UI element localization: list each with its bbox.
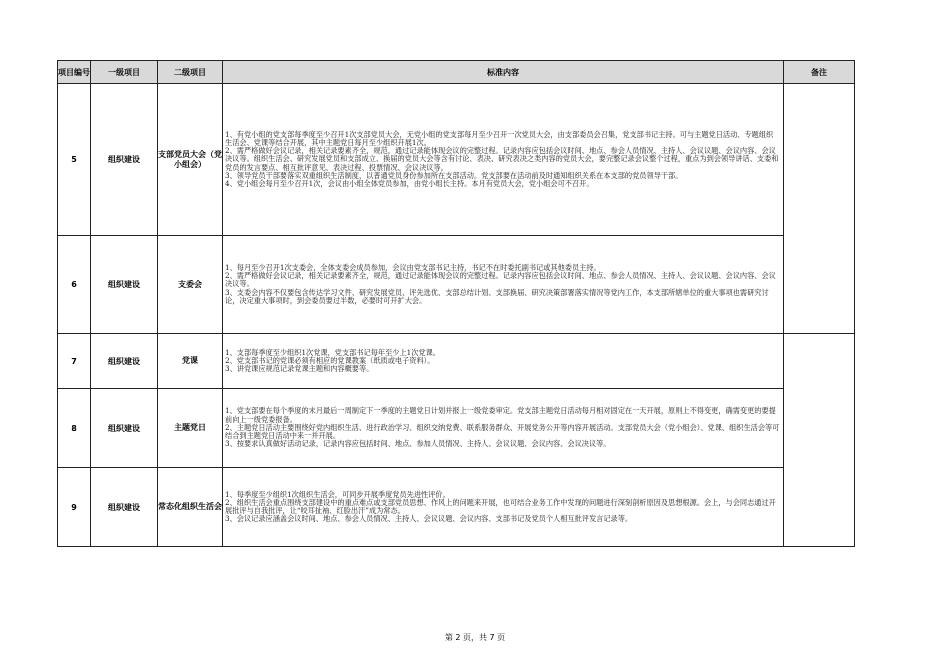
content-line: 3、讲党课应规范记录党课主题和内容概要等。 [225,364,374,374]
content-line: 2、党支部书记的党课必须有相应的党课教案（纸质或电子资料）。 [225,355,435,365]
item-number: 9 [58,468,91,547]
content-line: 1、党支部要在每个季度的末月最后一周制定下一季度的主题党日计划并报上一级党委审定。党支部主题党日活动每月相对固定在一天开展，原则上不得变更，确需变更的要提前向上一级党委报备。 [225,406,776,424]
item-number: 6 [58,236,91,334]
level1-item: 组织建设 [91,334,158,389]
content-line: 3、领导党员干部要落实双重组织生活制度，以普通党员身份参加所在支部活动。党支部要在活动前及时通知组织关系在本支部的党员领导干部。 [225,170,683,180]
level2-item: 支委会 [158,236,223,334]
table-row [58,468,855,547]
content-line: 1、每月至少召开1次支委会，全体支委会成员参加，会议由党支部书记主持，书记不在时委托副书记或其他委员主持。 [225,262,601,272]
header-content: 标准内容 [223,61,784,84]
header-level2: 二级项目 [158,61,223,84]
standard-content [223,468,784,547]
header-remark: 备注 [784,61,855,84]
standard-content [223,84,784,236]
content-line: 2、需严格做好会议记录，相关记录要素齐全，规范，通过记录能体现会议的完整过程。记录内容应包括会议时间、地点、参会人员情况、主持人、会议议题、会议内容、会议决议等。组织生活会、研究发展党员和支部成立、换届的党员大会等含有讨论、表决、研究表决之类内容的党员大会，要完整记录会议整个过程，重点为到会领导讲话、支委和党员的发言要点、相互批评意见、表决过程、投票情况、会议决议等。 [225,146,779,172]
level1-item: 组织建设 [91,468,158,547]
level2-item: 支部党员大会（党小组会） [158,84,223,236]
level2-item: 常态化组织生活会 [158,468,223,547]
table-row [58,334,855,389]
content-line: 1、有党小组的党支部每季度至少召开1次支部党员大会，无党小组的党支部每月至少召开一次党员大会，由支部委员会召集，党支部书记主持。可与主题党日活动、专题组织生活会、党课等结合开展，其中主题党日每月至少组织开展1次。 [225,129,774,147]
content-line: 3、会议记录应涵盖会议时间、地点、参会人员情况、主持人、会议议题、会议内容、支部书记及党员个人相互批评发言记录等。 [225,514,633,524]
header-no: 项目编号 [58,61,91,84]
remark-cell [784,334,855,547]
content-line: 4、党小组会每月至少召开1次，会议由小组全体党员参加，由党小组长主持。本月有党员大会，党小组会可不召开。 [225,179,594,188]
content-line: 1、每季度至少组织1次组织生活会，可同步开展季度党员先进性评价。 [225,489,450,499]
standards-table [57,60,855,547]
table-row [58,389,855,468]
standard-content [223,334,784,389]
content-line: 2、组织生活会重点围绕支部建设中的重点难点或支部党员思想、作风上的问题来开展，也可结合业务工作中发现的问题进行深刻剖析原因及思想根源。会上，与会同志通过开展批评与自我批评，让“咬耳扯袖、红脸出汗”成为常态。 [225,497,776,515]
item-number: 8 [58,389,91,468]
level1-item: 组织建设 [91,236,158,334]
level2-item: 党课 [158,334,223,389]
standard-content [223,389,784,468]
content-line: 3、支委会内容不仅要包含传达学习文件、研究发展党员、评先选优、支部总结计划、支部换届、研究决策部署落实情况等党内工作，本支部所辖单位的重大事项也需研究讨论，决定重大事项时，到会委员要过半数，必要时可开扩大会。 [225,287,769,305]
content-line: 2、需严格做好会议记录，相关记录要素齐全，规范，通过记录能体现会议的完整过程。记录内容应包括会议时间、地点、参会人员情况、主持人、会议议题、会议内容、会议决议等。 [225,271,776,289]
header-level1: 一级项目 [91,61,158,84]
page-footer: 第 2 页，共 7 页 [444,633,506,642]
header-row [58,61,855,84]
table-row [58,236,855,334]
level2-item: 主题党日 [158,389,223,468]
level1-item: 组织建设 [91,389,158,468]
item-number: 5 [58,84,91,236]
standard-content [223,236,784,334]
table-row [58,84,855,236]
remark-cell [784,84,855,334]
level1-item: 组织建设 [91,84,158,236]
item-number: 7 [58,334,91,389]
content-line: 1、支部每季度至少组织1次党课，党支部书记每年至少上1次党课。 [225,347,440,357]
content-line: 2、主题党日活动主要围绕好党内组织生活、进行政治学习、组织交纳党费、联系服务群众、开展党务公开等内容开展活动。支部党员大会（党小组会）、党课、组织生活会等可结合到主题党日活动中来一并开展。 [225,422,780,441]
content-line: 3、按要求认真做好活动记录，记录内容应包括时间、地点、参加人员情况、主持人、会议议题、会议内容、会议决议等。 [225,439,611,449]
